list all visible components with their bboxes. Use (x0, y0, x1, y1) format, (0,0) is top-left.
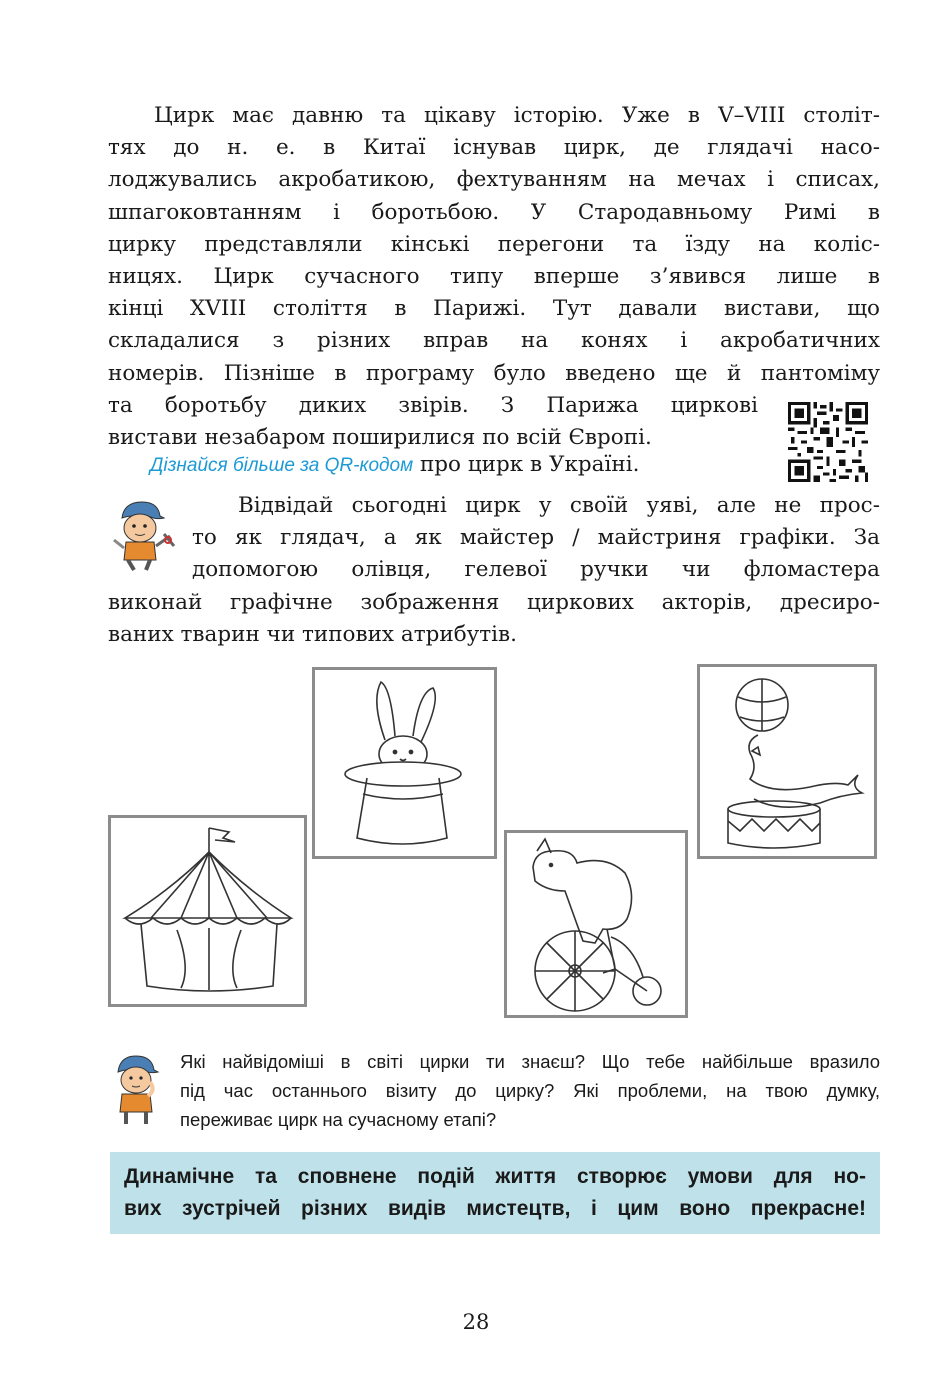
text-line: то як глядач, а як майстер / майстриня графіки. За (192, 525, 880, 551)
discussion-questions (180, 1047, 880, 1134)
seal-with-ball-frame (697, 664, 877, 859)
conclusion-banner (110, 1152, 880, 1234)
text-line: Цирк має давню та цікаву історію. Уже в V–VIII століт- (154, 103, 880, 128)
bear-on-unicycle-icon (507, 833, 685, 1015)
text-line: Які найвідоміші в світі цирки ти знаєш? Що тебе найбільше вразило (180, 1051, 880, 1072)
text-line: вистави незабаром поширилися по всій Європі. (108, 424, 652, 450)
page-number: 28 (462, 1310, 490, 1334)
text-line: ваних тварин чи типових атрибутів. (108, 621, 517, 647)
text-line: кінці XVIII століття в Парижі. Тут давали вистави, що (108, 296, 880, 322)
qr-code[interactable] (788, 402, 868, 482)
text-line: та боротьбу диких звірів. З Парижа циркові (108, 392, 758, 418)
text-line: лоджувались акробатикою, фехтуванням на мечах і списах, (108, 167, 880, 193)
boy-thinking-icon (108, 1050, 164, 1126)
circus-tent-frame (108, 815, 307, 1007)
text-line: складалися з різних вправ на конях і акробатичних (108, 328, 880, 354)
bunny-in-hat-icon (315, 670, 494, 856)
seal-with-ball-icon (700, 667, 874, 856)
text-line: ницях. Цирк сучасного типу вперше з’явився лише в (108, 263, 880, 289)
text-line: тях до н. е. в Китаї існував цирк, де глядачі насо- (108, 135, 880, 161)
text-line: допомогою олівця, гелевої ручки чи фломастера (192, 557, 880, 583)
bear-on-unicycle-frame (504, 830, 688, 1018)
text-line: номерів. Пізніше в програму було введено ще й пантоміму (108, 360, 880, 386)
circus-tent-icon (111, 818, 304, 1004)
task-paragraph (108, 490, 880, 651)
qr-link[interactable]: Дізнайся більше за QR-кодом (150, 455, 414, 476)
text-line: під час останнього візиту до цирку? Які проблеми, на твою думку, (180, 1080, 880, 1101)
text-line: цирку представляли кінські перегони та їзду на коліс- (108, 231, 880, 257)
banner-line: Динамічне та сповнене подій життя створює умови для но- (124, 1165, 866, 1188)
history-paragraph (108, 100, 880, 454)
banner-line: вих зустрічей різних видів мистецтв, і цим воно прекрасне! (124, 1197, 866, 1220)
text-line: Відвідай сьогодні цирк у своїй уяві, але не прос- (238, 493, 880, 518)
bunny-in-hat-frame (312, 667, 497, 859)
text-line: шпагоковтанням і боротьбою. У Стародавньому Римі в (108, 199, 880, 225)
text-line: виконай графічне зображення циркових акторів, дресиро- (108, 589, 880, 615)
text-line: переживає цирк на сучасному етапі? (180, 1109, 497, 1130)
qr-caption-text: про цирк в Україні. (413, 452, 640, 477)
qr-caption (150, 452, 639, 477)
